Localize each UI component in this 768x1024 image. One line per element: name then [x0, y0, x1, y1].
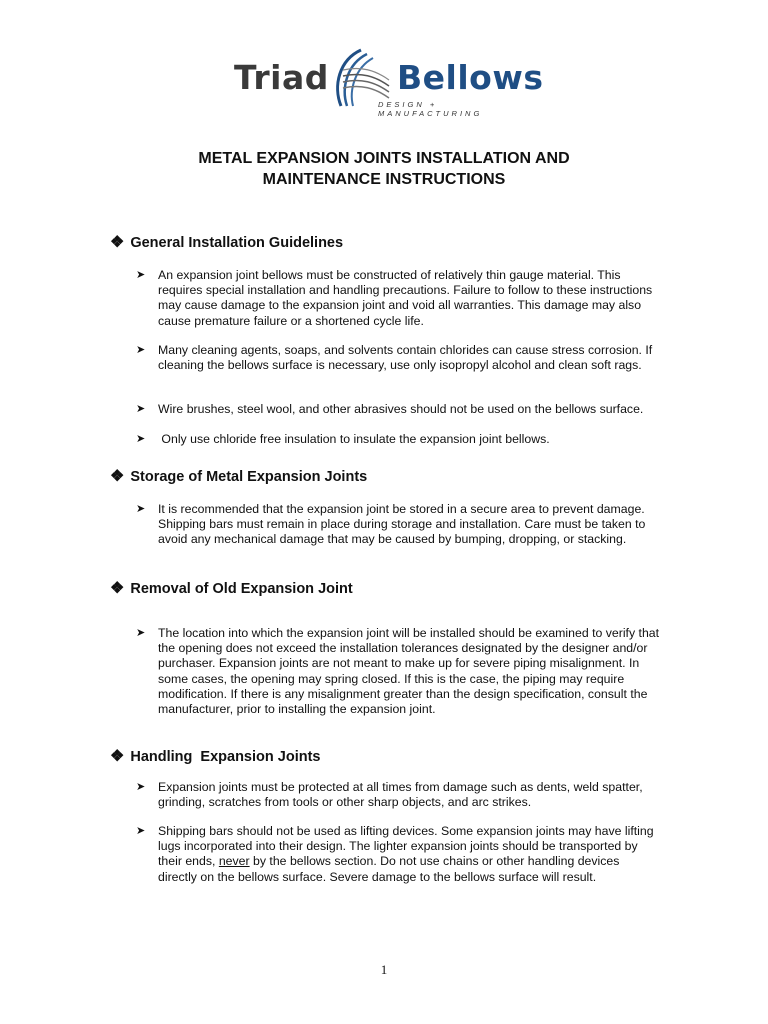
logo-word-triad: Triad [234, 58, 329, 97]
list-item-text: The location into which the expansion joint will be installed should be examined to verify that the opening does not exceed the installation tolerances designated by the designer and/or purchaser. Expansion joints are not meant to make up for severe piping misalignment. In some cases, the opening may spring closed. If this is the case, the piping may require modification. If there is any misalignment greater than the design specification, consult the manufacturer, prior to installing the expansion joint. [158, 626, 660, 717]
section-heading-removal: ❖ Removal of Old Expansion Joint [110, 580, 353, 597]
list-item-text: Expansion joints must be protected at all times from damage such as dents, weld spatter, grinding, scratches from tools or other sharp objects, and arc strikes. [158, 780, 643, 810]
document-title [0, 148, 768, 190]
emphasis-never: never [218, 854, 250, 869]
arrow-bullet-icon: ➤ [136, 403, 146, 415]
arrow-bullet-icon: ➤ [136, 781, 146, 793]
arrow-bullet-icon: ➤ [136, 825, 146, 837]
diamond-bullet-icon: ❖ [110, 468, 125, 485]
section-heading-storage: ❖ Storage of Metal Expansion Joints [110, 468, 368, 485]
page-number: 1 [380, 962, 388, 977]
diamond-bullet-icon: ❖ [110, 748, 125, 765]
list-item-text: An expansion joint bellows must be constructed of relatively thin gauge material. This requires special installation and handling precautions. Failure to follow to these instructions may cause damage to the expansion joint and void all warranties. This damage may also cause premature failure or a shortened cycle life. [158, 268, 653, 328]
company-logo [234, 44, 544, 118]
arrow-bullet-icon: ➤ [136, 269, 146, 281]
arrow-bullet-icon: ➤ [136, 433, 146, 445]
list-item [136, 502, 661, 548]
title-line-1: METAL EXPANSION JOINTS INSTALLATION AND [198, 150, 570, 167]
list-item [136, 824, 661, 885]
list-item-text: Wire brushes, steel wool, and other abrasives should not be used on the bellows surface. [158, 402, 644, 416]
title-line-2: MAINTENANCE INSTRUCTIONS [262, 171, 506, 188]
logo-word-bellows: Bellows [397, 58, 544, 97]
list-item [136, 343, 661, 373]
section-heading-general-installation: ❖ General Installation Guidelines [110, 234, 344, 251]
list-item [136, 780, 661, 810]
list-item-text: It is recommended that the expansion joint be stored in a secure area to prevent damage. Shipping bars must remain in place during storage and installation. Care must be taken to avoid any mechanical damage that may be caused by bumping, dropping, or stacking. [158, 502, 646, 547]
list-item [136, 402, 661, 417]
diamond-bullet-icon: ❖ [110, 580, 125, 597]
list-item [136, 626, 661, 717]
section-heading-handling: ❖ Handling Expansion Joints [110, 748, 321, 765]
list-item-text: Many cleaning agents, soaps, and solvents contain chlorides can cause stress corrosion. If cleaning the bellows surface is necessary, use only isopropyl alcohol and clean soft rags. [158, 343, 653, 373]
logo-tagline: DESIGN + MANUFACTURING [378, 100, 483, 118]
arrow-bullet-icon: ➤ [136, 627, 146, 639]
arrow-bullet-icon: ➤ [136, 503, 146, 515]
list-item-text: Only use chloride free insulation to insulate the expansion joint bellows. [158, 432, 550, 446]
diamond-bullet-icon: ❖ [110, 234, 125, 251]
list-item-text: Shipping bars should not be used as lifting devices. Some expansion joints may have lifting lugs incorporated into their design. The lighter expansion joints should be transported by their ends, never by the bellows section. Do not use chains or other handling devices directly on the bellows surface. Severe damage to the bellows surface will result. [158, 824, 654, 884]
list-item [136, 432, 661, 447]
arrow-bullet-icon: ➤ [136, 344, 146, 356]
list-item [136, 268, 661, 329]
